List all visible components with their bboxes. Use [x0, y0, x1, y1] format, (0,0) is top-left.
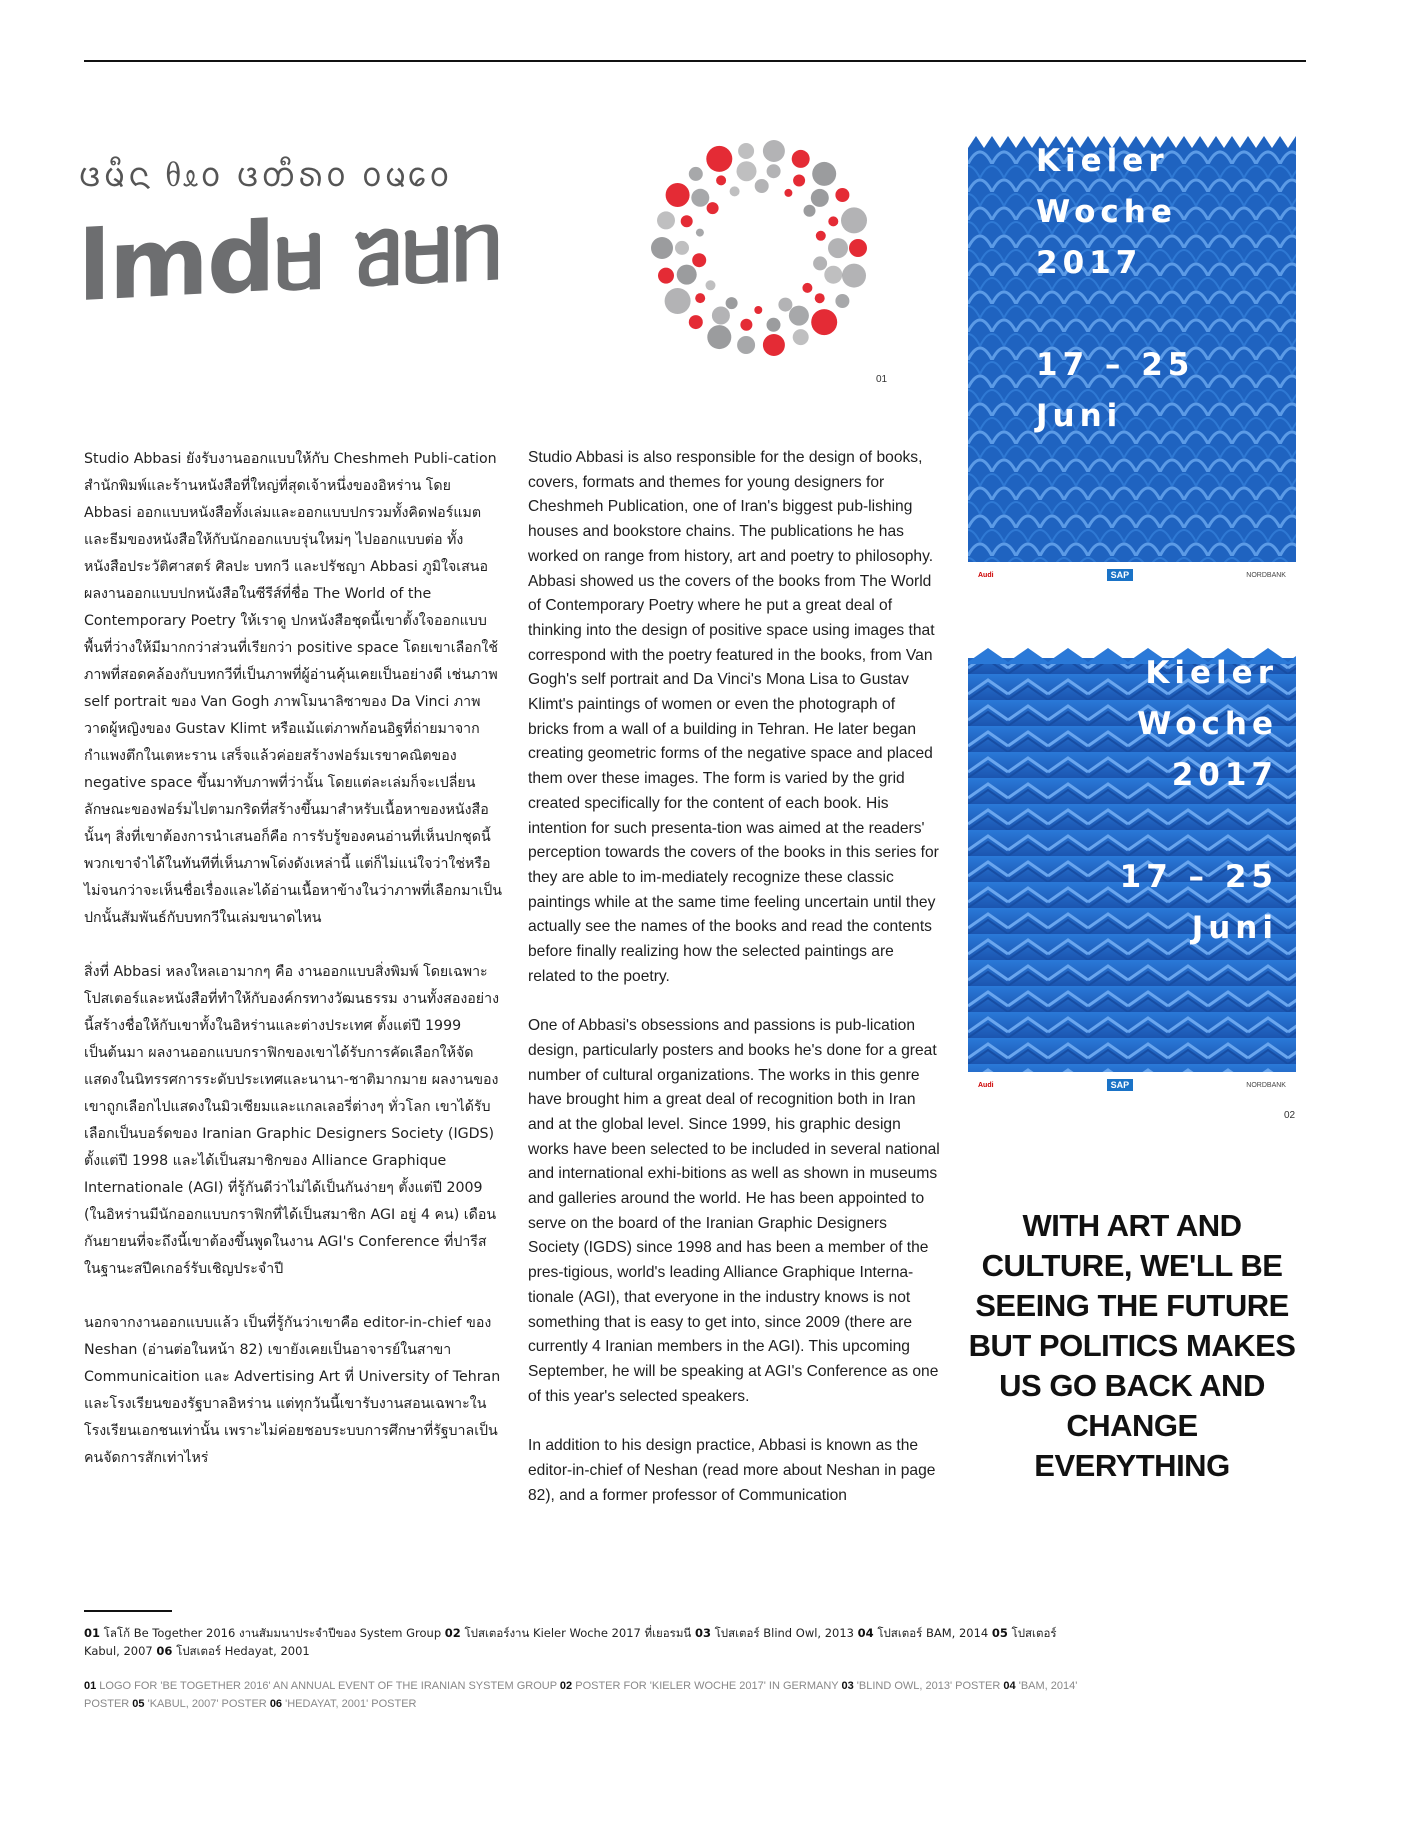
thai-article-column [84, 446, 502, 1499]
logo-dot [712, 307, 730, 325]
sap-logo: SAP [1107, 569, 1134, 581]
logo-dot [755, 179, 769, 193]
caption-th-num-06: 06 [156, 1644, 173, 1658]
english-paragraph-2: One of Abbasi's obsessions and passions is pub-lication design, particularly posters and books he's done for a great number of cultural organizations. The works in this genre have brought him a great deal of recognition both in Iran and at the global level. Since 1999, his graphic design works have been selected to be included in several national and international exhi-bitions as well as shown in museums and galleries around the world. He has been appointed to serve on the board of the Iranian Graphic Designers Society (IGDS) since 1998 and has been a member of the pres-tigious, world's leading Alliance Graphique Interna-tionale (AGI), that everyone in the industry knows is not something that is easy to get into, since 2009 (there are currently 4 Iranian members in the AGI). This upcoming September, he will be speaking at AGI's Conference as one of this year's selected speakers. [528, 1017, 940, 1405]
thai-paragraph-1: Studio Abbasi ยังรับงานออกแบบให้กับ Cheshmeh Publi-cation สำนักพิมพ์และร้านหนังสือที่ใหญ่ที่สุดเจ้าหนึ่งของอิหร่าน โดย Abbasi ออกแบบหนังสือทั้งเล่มและออกแบบปกรวมทั้งคิดฟอร์แมตและธีมของหนังสือให้กับนักออกแบบรุ่นใหม่ๆ ไปออกแบบต่อ ทั้งหนังสือประวัติศาสตร์ ศิลปะ บทกวี และปรัชญา Abbasi ภูมิใจเสนอผลงานออกแบบปกหนังสือในซีรีส์ที่ชื่อ The World of the Contemporary Poetry ให้เราดู ปกหนังสือชุดนี้เขาตั้งใจออกแบบพื้นที่ว่างให้มีมากกว่าส่วนที่เรียกว่า positive space โดยเขาเลือกใช้ภาพที่สอดคล้องกับบทกวีที่เป็นภาพที่ผู้อ่านคุ้นเคยเป็นอย่างดี เช่นภาพ self portrait ของ Van Gogh ภาพโมนาลิซาของ Da Vinci ภาพวาดผู้หญิงของ Gustav Klimt หรือแม้แต่ภาพก้อนอิฐที่ถ่ายมาจากกำแพงตึกในเตหะราน เสร็จแล้วค่อยสร้างฟอร์มเรขาคณิตของ negative space ขึ้นมาทับภาพที่ว่านั้น โดยแต่ละเล่มก็จะเปลี่ยนลักษณะของฟอร์มไปตามกริดที่สร้างขึ้นมาสำหรับเนื้อหาของหนังสือนั้นๆ สิ่งที่เขาต้องการนำเสนอก็คือ การรับรู้ของคนอ่านที่เห็นปกชุดนี้ พวกเขาจำได้ในทันทีที่เห็นภาพโด่งดังเหล่านี้ แต่ก็ไม่แน่ใจว่าใช่หรือไม่จนกว่าจะเห็นชื่อเรื่องและได้อ่านเนื้อหาข้างในว่าภาพที่เลือกมาเป็นปกนั้นสัมพันธ์กับบทกวีในเล่มขนาดไหน [84, 451, 503, 926]
caption-th-num-01: 01 [84, 1626, 101, 1640]
logo-dot [665, 288, 691, 314]
logo-dot [696, 229, 704, 237]
poster1-title [1036, 136, 1194, 442]
caption-th-text-05: โปสเตอร์ Kabul, 2007 [84, 1626, 1057, 1658]
caption-english [84, 1677, 1084, 1713]
caption-th-text-01: โลโก้ Be Together 2016 งานสัมมนาประจำปีของ System Group [100, 1626, 445, 1640]
logo-dot [835, 188, 849, 202]
logo-dot [763, 140, 785, 162]
logo-dot [793, 175, 805, 187]
nordbank-logo: NORDBANK [1246, 571, 1286, 579]
logo-dot [707, 325, 731, 349]
figure-number-01: 01 [876, 374, 888, 385]
caption-en-text-02: POSTER FOR 'KIELER WOCHE 2017' IN GERMANY [572, 1680, 842, 1692]
logo-dot [738, 143, 754, 159]
logo-dot [784, 189, 792, 197]
logo-dot [778, 298, 792, 312]
poster2-month: Juni [1191, 910, 1278, 946]
logo-dot [740, 319, 752, 331]
figure-number-02: 02 [1284, 1110, 1296, 1121]
caption-th-text-02: โปสเตอร์งาน Kieler Woche 2017 ที่เยอรมนี [460, 1626, 695, 1640]
be-together-logo [78, 150, 598, 330]
logo-dot [804, 205, 816, 217]
poster2-line2: Woche [1137, 706, 1278, 742]
english-paragraph-1: Studio Abbasi is also responsible for the design of books, covers, formats and themes for young designers for Cheshmeh Publication, one of Iran's biggest pub-lishing houses and bookstore chains. The publications he has worked on range from history, art and poetry to philosophy. Abbasi showed us the covers of the books from The World of Contemporary Poetry where he put a great deal of thinking into the design of positive space using images that correspond with the poetry featured in the books, from Van Gogh's self portrait and Da Vinci's Mona Lisa to Gustav Klimt's paintings of women or even the photograph of bricks from a wall of a building in Tehran. He later began creating geometric forms of the negative space and placed them over these images. The form is varied by the grid created specifically for the content of each book. His intention for such presenta-tion was aimed at the readers' perception towards the covers of the books in this series for they are able to im-mediately recognize these classic paintings while at the same time feeling uncertain until they actually see the names of the books and read the contents before finally realizing how the selected paintings are related to the poetry. [528, 449, 939, 985]
logo-dot [789, 306, 809, 326]
caption-th-num-04: 04 [857, 1626, 874, 1640]
caption-thai [84, 1624, 1084, 1660]
logo-dot [651, 237, 673, 259]
audi-logo: Audi [978, 1081, 994, 1089]
caption-th-num-03: 03 [694, 1626, 711, 1640]
footnote-rule [84, 1610, 172, 1612]
logo-dot [813, 256, 827, 270]
caption-en-text-01: LOGO FOR 'BE TOGETHER 2016' AN ANNUAL EVENT OF THE IRANIAN SYSTEM GROUP [96, 1680, 560, 1692]
poster-kieler-woche-1 [968, 136, 1296, 588]
poster1-month: Juni [1036, 398, 1123, 434]
caption-th-text-06: โปสเตอร์ Hedayat, 2001 [172, 1644, 310, 1658]
poster-kieler-woche-2 [968, 648, 1296, 1098]
logo-dot [849, 239, 867, 257]
poster2-dates: 17 – 25 [1119, 859, 1278, 895]
sponsor-bar [968, 1072, 1296, 1098]
logo-dot [706, 146, 732, 172]
logo-dot [811, 309, 837, 335]
audi-logo: Audi [978, 571, 994, 579]
pull-quote: WITH ART AND CULTURE, WE'LL BE SEEING THE FUTURE BUT POLITICS MAKES US GO BACK AND CHANGE EVERYTHING [968, 1208, 1296, 1483]
thai-paragraph-3: นอกจากงานออกแบบแล้ว เป็นที่รู้กันว่าเขาคือ editor-in-chief ของ Neshan (อ่านต่อในหน้า 82) เขายังเคยเป็นอาจารย์ในสาขา Communicaition และ Advertising Art ที่ University of Tehran และโรงเรียนของรัฐบาลอิหร่าน แต่ทุกวันนี้เขารับงานสอนเฉพาะในโรงเรียนเอกชนเท่านั้น เพราะไม่ค่อยชอบระบบการศึกษาที่รัฐบาลเป็นคนจัดการสักเท่าไหร่ [84, 1315, 501, 1466]
logo-dot [792, 150, 810, 168]
dot-ring-logo [640, 128, 880, 368]
poster1-dates: 17 – 25 [1036, 347, 1195, 383]
logo-dot [692, 253, 706, 267]
logo-dot [666, 183, 690, 207]
logo-dot [695, 293, 705, 303]
logo-dot [763, 334, 785, 356]
logo-dot [824, 266, 842, 284]
caption-th-num-02: 02 [444, 1626, 461, 1640]
logo-dot [716, 175, 726, 185]
poster1-line1: Kieler [1036, 143, 1169, 179]
logo-dot [835, 294, 849, 308]
nordbank-logo: NORDBANK [1246, 1081, 1286, 1089]
logo-dot [707, 202, 719, 214]
caption-en-num-06: 06 [269, 1698, 283, 1710]
logo-dot [767, 164, 781, 178]
logo-dot [767, 318, 781, 332]
logo-dot [737, 161, 757, 181]
caption-en-num-01: 01 [84, 1680, 97, 1692]
logo-dot [815, 293, 825, 303]
caption-th-num-05: 05 [991, 1626, 1008, 1640]
logo-dot [793, 329, 809, 345]
poster2-line1: Kieler [1145, 655, 1278, 691]
caption-th-text-04: โปสเตอร์ BAM, 2014 [873, 1626, 992, 1640]
caption-en-text-06: 'HEDAYAT, 2001' POSTER [282, 1698, 417, 1710]
caption-en-text-03: 'BLIND OWL, 2013' POSTER [853, 1680, 1004, 1692]
poster1-line3: 2017 [1036, 245, 1143, 281]
logo-dot [730, 186, 740, 196]
logo-dot [681, 215, 693, 227]
logo-dot [828, 238, 848, 258]
logo-dot [828, 216, 838, 226]
logo-dot [811, 189, 829, 207]
sap-logo: SAP [1107, 1079, 1134, 1091]
english-paragraph-3: In addition to his design practice, Abbasi is known as the editor-in-chief of Neshan (read more about Neshan in page 82), and a former professor of Communication [528, 1437, 936, 1504]
logo-dot [802, 283, 812, 293]
logo-dot [689, 315, 703, 329]
logo-dot [754, 306, 762, 314]
logo-dot [691, 189, 709, 207]
logo-dot [816, 231, 826, 241]
logo-dot [657, 211, 675, 229]
caption-en-num-02: 02 [559, 1680, 573, 1692]
logo-big-text: lmdᥛ ᥑᥛᥒ [78, 188, 502, 324]
caption-en-text-04: 'BAM, 2014' POSTER [84, 1680, 1078, 1710]
logo-dot [706, 280, 716, 290]
logo-dot [658, 268, 674, 284]
logo-dot [689, 167, 703, 181]
sponsor-bar [968, 562, 1296, 588]
caption-en-text-05: 'KABUL, 2007' POSTER [144, 1698, 270, 1710]
logo-script-text: ᨴᨾᩥᨶ ᦲᦸᩅ ᨴᨲᩥᩁᩅ ᩅᨾᩮᩅ [78, 155, 452, 195]
caption-th-text-03: โปสเตอร์ Blind Owl, 2013 [710, 1626, 858, 1640]
english-article-column [528, 446, 940, 1533]
caption-en-num-03: 03 [841, 1680, 854, 1692]
poster1-line2: Woche [1036, 194, 1177, 230]
logo-dot [726, 297, 738, 309]
caption-en-num-05: 05 [132, 1698, 145, 1710]
poster2-title [1120, 648, 1278, 954]
caption-en-num-04: 04 [1003, 1680, 1016, 1692]
logo-dot [812, 162, 836, 186]
logo-dot [737, 336, 755, 354]
thai-paragraph-2: สิ่งที่ Abbasi หลงใหลเอามากๆ คือ งานออกแบบสิ่งพิมพ์ โดยเฉพาะโปสเตอร์และหนังสือที่ทำให้กับองค์กรทางวัฒนธรรม งานทั้งสองอย่างนี้สร้างชื่อให้กับเขาทั้งในอิหร่านและต่างประเทศ ตั้งแต่ปี 1999 เป็นต้นมา ผลงานออกแบบกราฟิกของเขาได้รับการคัดเลือกให้จัดแสดงในนิทรรศการระดับประเทศและนานา-ชาติมากมาย ผลงานของเขาถูกเลือกไปแสดงในมิวเซียมและแกลเลอรี่ต่างๆ ทั่วโลก เขาได้รับเลือกเป็นบอร์ดของ Iranian Graphic Designers Society (IGDS) ตั้งแต่ปี 1998 และได้เป็นสมาชิกของ Alliance Graphique Internationale (AGI) ที่รู้กันดีว่าไม่ได้เป็นกันง่ายๆ ตั้งแต่ปี 2009 (ในอิหร่านมีนักออกแบบกราฟิกที่ได้เป็นสมาชิก AGI อยู่ 4 คน) เดือนกันยายนที่จะถึงนี้เขาต้องขึ้นพูดในงาน AGI's Conference ที่ปารีสในฐานะสปีคเกอร์รับเชิญประจำปี [84, 964, 499, 1277]
poster2-line3: 2017 [1171, 757, 1278, 793]
top-rule [84, 60, 1306, 62]
logo-dot [675, 241, 689, 255]
logo-dot [841, 207, 867, 233]
logo-dot [677, 265, 697, 285]
logo-dot [842, 264, 866, 288]
